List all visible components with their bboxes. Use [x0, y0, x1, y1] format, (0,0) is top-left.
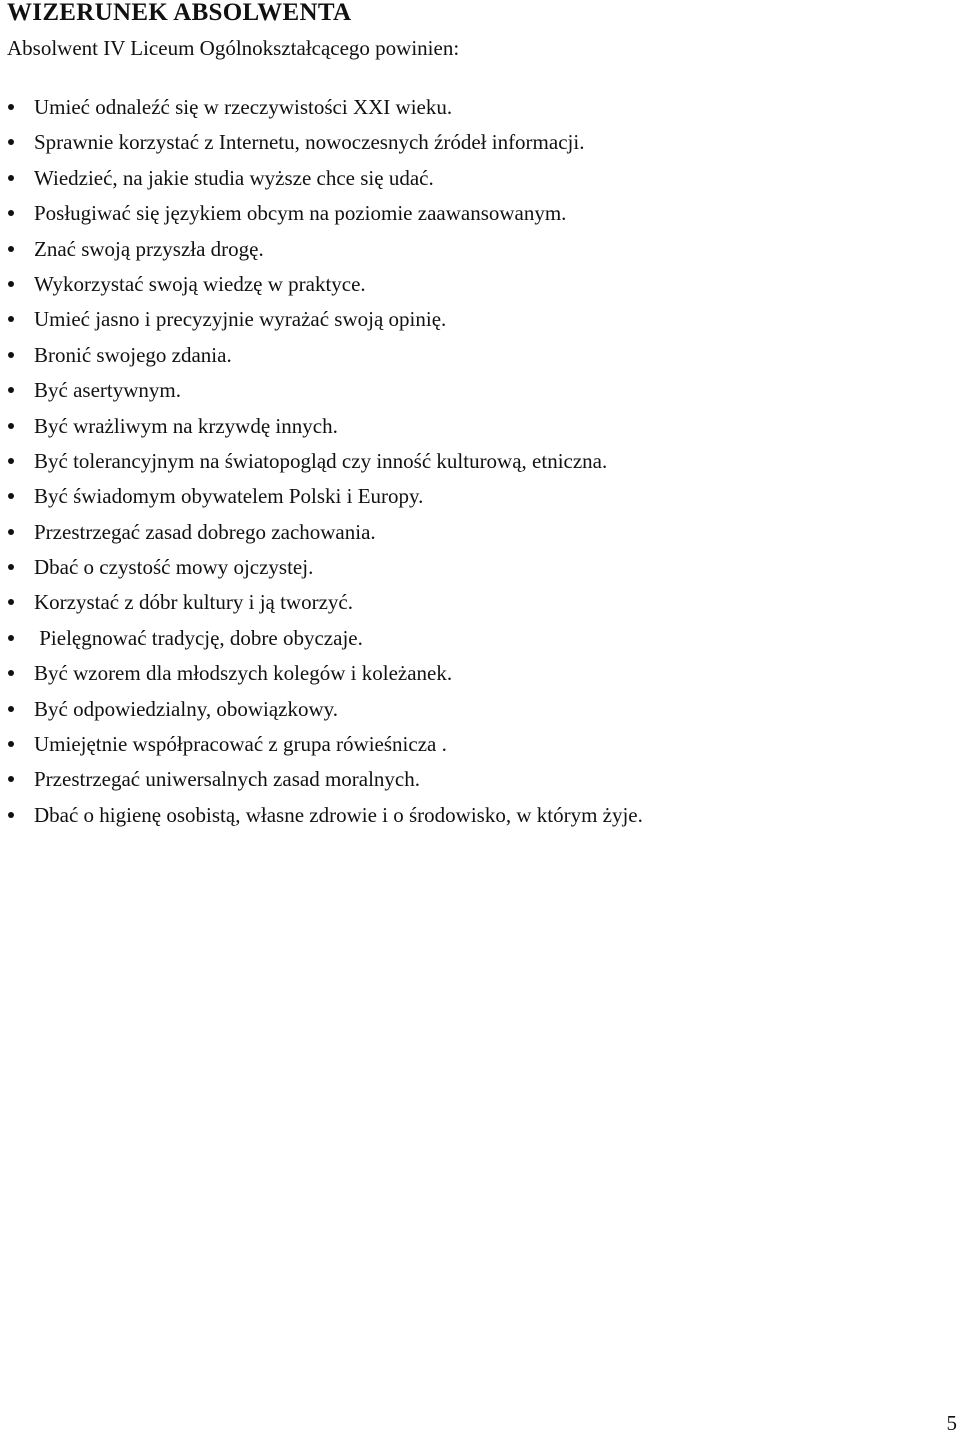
bullet-icon	[8, 210, 14, 216]
list-item-text: Być wzorem dla młodszych kolegów i koleżanek.	[34, 661, 453, 686]
page-number: 5	[946, 1411, 957, 1435]
bullet-icon	[8, 776, 14, 782]
bullet-icon	[8, 670, 14, 676]
list-item-text: Być świadomym obywatelem Polski i Europy.	[34, 484, 424, 509]
list-item-text: Bronić swojego zdania.	[34, 342, 232, 367]
list-item-text: Przestrzegać zasad dobrego zachowania.	[34, 519, 376, 544]
list-item-text: Dbać o czystość mowy ojczystej.	[34, 555, 314, 580]
bullet-icon	[8, 352, 14, 358]
bullet-icon	[8, 423, 14, 429]
bullet-icon	[8, 529, 14, 535]
list-item-text: Być asertywnym.	[34, 378, 181, 403]
bullet-icon	[8, 316, 14, 322]
list-item-text: Być wrażliwym na krzywdę innych.	[34, 413, 338, 438]
list-item-text: Umieć odnaleźć się w rzeczywistości XXI wieku.	[34, 95, 453, 119]
list-item-text: Wiedzieć, na jakie studia wyższe chce się udać.	[34, 165, 434, 190]
bullet-icon	[8, 812, 14, 818]
bullet-icon	[8, 175, 14, 181]
bullet-icon	[8, 706, 14, 712]
list-item-text: Umieć jasno i precyzyjnie wyrażać swoją opinię.	[34, 307, 447, 332]
list-item-text: Być odpowiedzialny, obowiązkowy.	[34, 696, 339, 721]
bullet-icon	[8, 493, 14, 499]
list-item-text: Umiejętnie współpracować z grupa rówieśnicza .	[34, 732, 447, 757]
list-item-text: Posługiwać się językiem obcym na poziomie zaawansowanym.	[34, 201, 567, 226]
document-subtitle: Absolwent IV Liceum Ogólnokształcącego powinien:	[7, 36, 460, 60]
list-item-text: Korzystać z dóbr kultury i ją tworzyć.	[34, 590, 353, 615]
document-title: WIZERUNEK ABSOLWENTA	[7, 0, 352, 26]
bullet-icon	[8, 741, 14, 747]
list-item-text: Być tolerancyjnym na światopogląd czy inność kulturową, etniczna.	[34, 448, 608, 473]
bullet-icon	[8, 564, 14, 570]
list-item-text: Przestrzegać uniwersalnych zasad moralnych.	[34, 767, 420, 792]
list-item-text: Znać swoją przyszła drogę.	[34, 236, 264, 261]
list-item-text: Pielęgnować tradycję, dobre obyczaje.	[34, 625, 363, 650]
list-item-text: Sprawnie korzystać z Internetu, nowoczesnych źródeł informacji.	[34, 130, 585, 155]
bullet-icon	[8, 104, 14, 110]
bullet-icon	[8, 458, 14, 464]
bullet-icon	[8, 281, 14, 287]
bullet-icon	[8, 599, 14, 605]
bullet-icon	[8, 635, 14, 641]
bullet-icon	[8, 246, 14, 252]
list-item-text: Dbać o higienę osobistą, własne zdrowie i o środowisko, w którym żyje.	[34, 802, 643, 827]
bullet-icon	[8, 139, 14, 145]
bullet-icon	[8, 387, 14, 393]
list-item-text: Wykorzystać swoją wiedzę w praktyce.	[34, 271, 366, 296]
